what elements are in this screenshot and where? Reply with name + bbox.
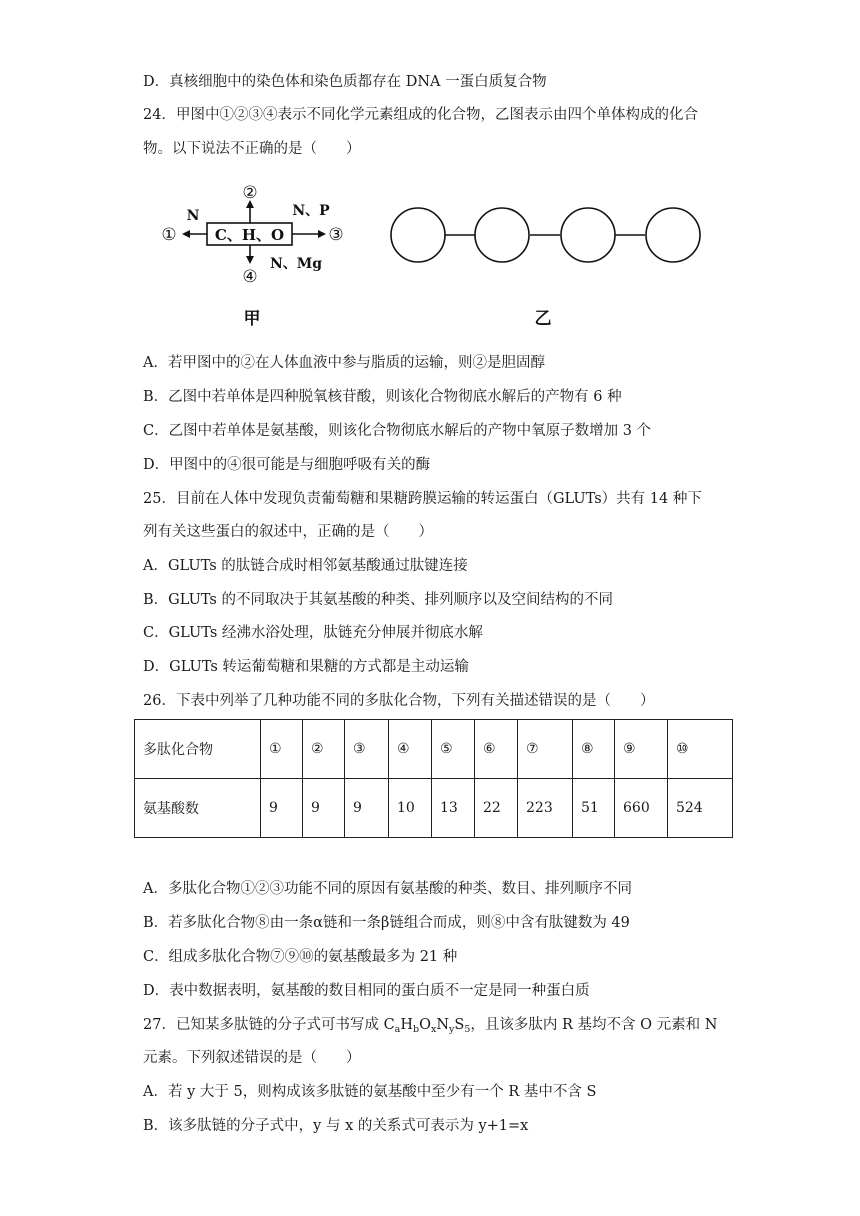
- table-cell: 524: [668, 779, 733, 838]
- q23-option-d: D．真核细胞中的染色体和染色质都存在 DNA 一蛋白质复合物: [143, 74, 547, 90]
- table-cell: 10: [389, 779, 432, 838]
- table-cell: 9: [261, 779, 303, 838]
- molecular-formula: $C_aH_bO_xN_yS_5$: [383, 1017, 471, 1035]
- q25-stem-line2: 列有关这些蛋白的叙述中，正确的是（ ）: [143, 524, 433, 540]
- table-cell: ⑩: [668, 720, 733, 779]
- q25-stem-line1: 25．目前在人体中发现负责葡萄糖和果糖跨膜运输的转运蛋白（GLUTs）共有 14 种下: [143, 491, 702, 507]
- table-cell: ③: [345, 720, 389, 779]
- q24-option-b: B．乙图中若单体是四种脱氧核苷酸，则该化合物彻底水解后的产物有 6 种: [143, 389, 622, 405]
- q27-option-b: B．该多肽链的分子式中，y 与 x 的关系式可表示为 y+1=x: [143, 1118, 529, 1134]
- q24-figure-jia: [150, 176, 370, 336]
- table-cell: 22: [475, 779, 518, 838]
- table-cell: ①: [261, 720, 303, 779]
- table-cell: ⑥: [475, 720, 518, 779]
- caption-yi: 乙: [534, 309, 552, 329]
- q26-option-c: C．组成多肽化合物⑦⑨⑩的氨基酸最多为 21 种: [143, 949, 458, 965]
- table-cell: 660: [615, 779, 668, 838]
- q27-option-a: A．若 y 大于 5，则构成该多肽链的氨基酸中至少有一个 R 基中不含 S: [143, 1084, 597, 1100]
- table-row: [135, 720, 733, 779]
- table-cell: ②: [303, 720, 345, 779]
- table-cell: ⑨: [615, 720, 668, 779]
- q26-option-b: B．若多肽化合物⑧由一条α链和一条β链组合而成，则⑧中含有肽键数为 49: [143, 915, 630, 931]
- table-cell: 51: [573, 779, 615, 838]
- row-header-compound: 多肽化合物: [135, 720, 261, 779]
- q24-option-c: C．乙图中若单体是氨基酸，则该化合物彻底水解后的产物中氧原子数增加 3 个: [143, 423, 652, 439]
- table-cell: ⑦: [518, 720, 573, 779]
- table-cell: 223: [518, 779, 573, 838]
- q25-option-a: A．GLUTs 的肽链合成时相邻氨基酸通过肽键连接: [143, 558, 468, 574]
- q26-stem: 26．下表中列举了几种功能不同的多肽化合物，下列有关描述错误的是（ ）: [143, 693, 655, 709]
- q24-figure-yi: [385, 200, 710, 335]
- row-header-amino-acid-count: 氨基酸数: [135, 779, 261, 838]
- q26-option-d: D．表中数据表明，氨基酸的数目相同的蛋白质不一定是同一种蛋白质: [143, 983, 590, 999]
- table-cell: 13: [432, 779, 475, 838]
- q27-stem-line2: 元素。下列叙述错误的是（ ）: [143, 1050, 361, 1066]
- table-cell: 9: [303, 779, 345, 838]
- q26-option-a: A．多肽化合物①②③功能不同的原因有氨基酸的种类、数目、排列顺序不同: [143, 881, 632, 897]
- table-cell: ⑤: [432, 720, 475, 779]
- element-nmg-bottom: N、Mg: [269, 256, 323, 272]
- target-2: ②: [242, 183, 258, 203]
- q24-stem-line2: 物。以下说法不正确的是（ ）: [143, 141, 361, 157]
- caption-jia: 甲: [243, 309, 261, 329]
- monomer-circle: [391, 208, 445, 262]
- q24-option-a: A．若甲图中的②在人体血液中参与脂质的运输，则②是胆固醇: [143, 355, 545, 371]
- element-np-right: N、P: [292, 203, 330, 219]
- table-row: [135, 779, 733, 838]
- element-box-label: C、H、O: [214, 226, 285, 244]
- q24-stem-line1: 24．甲图中①②③④表示不同化学元素组成的化合物，乙图表示由四个单体构成的化合: [143, 107, 698, 123]
- element-n-left: N: [186, 208, 200, 224]
- table-cell: ④: [389, 720, 432, 779]
- q25-option-c: C．GLUTs 经沸水浴处理，肽链充分伸展并彻底水解: [143, 625, 483, 641]
- table-cell: 9: [345, 779, 389, 838]
- q25-option-d: D．GLUTs 转运葡萄糖和果糖的方式都是主动运输: [143, 659, 469, 675]
- target-3: ③: [328, 225, 344, 245]
- q27-stem-suffix: ，且该多肽内 R 基均不含 O 元素和 N: [470, 1017, 718, 1033]
- q24-option-d: D．甲图中的④很可能是与细胞呼吸有关的酶: [143, 457, 431, 473]
- table-cell: ⑧: [573, 720, 615, 779]
- monomer-circle: [561, 208, 615, 262]
- q25-option-b: B．GLUTs 的不同取决于其氨基酸的种类、排列顺序以及空间结构的不同: [143, 592, 613, 608]
- monomer-circle: [475, 208, 529, 262]
- q27-stem-line1: [143, 1014, 717, 1041]
- target-1: ①: [161, 225, 177, 245]
- polypeptide-table: [134, 719, 733, 838]
- monomer-circle: [646, 208, 700, 262]
- target-4: ④: [242, 267, 258, 287]
- q27-stem-prefix: 27．已知某多肽链的分子式可书写成: [143, 1017, 384, 1033]
